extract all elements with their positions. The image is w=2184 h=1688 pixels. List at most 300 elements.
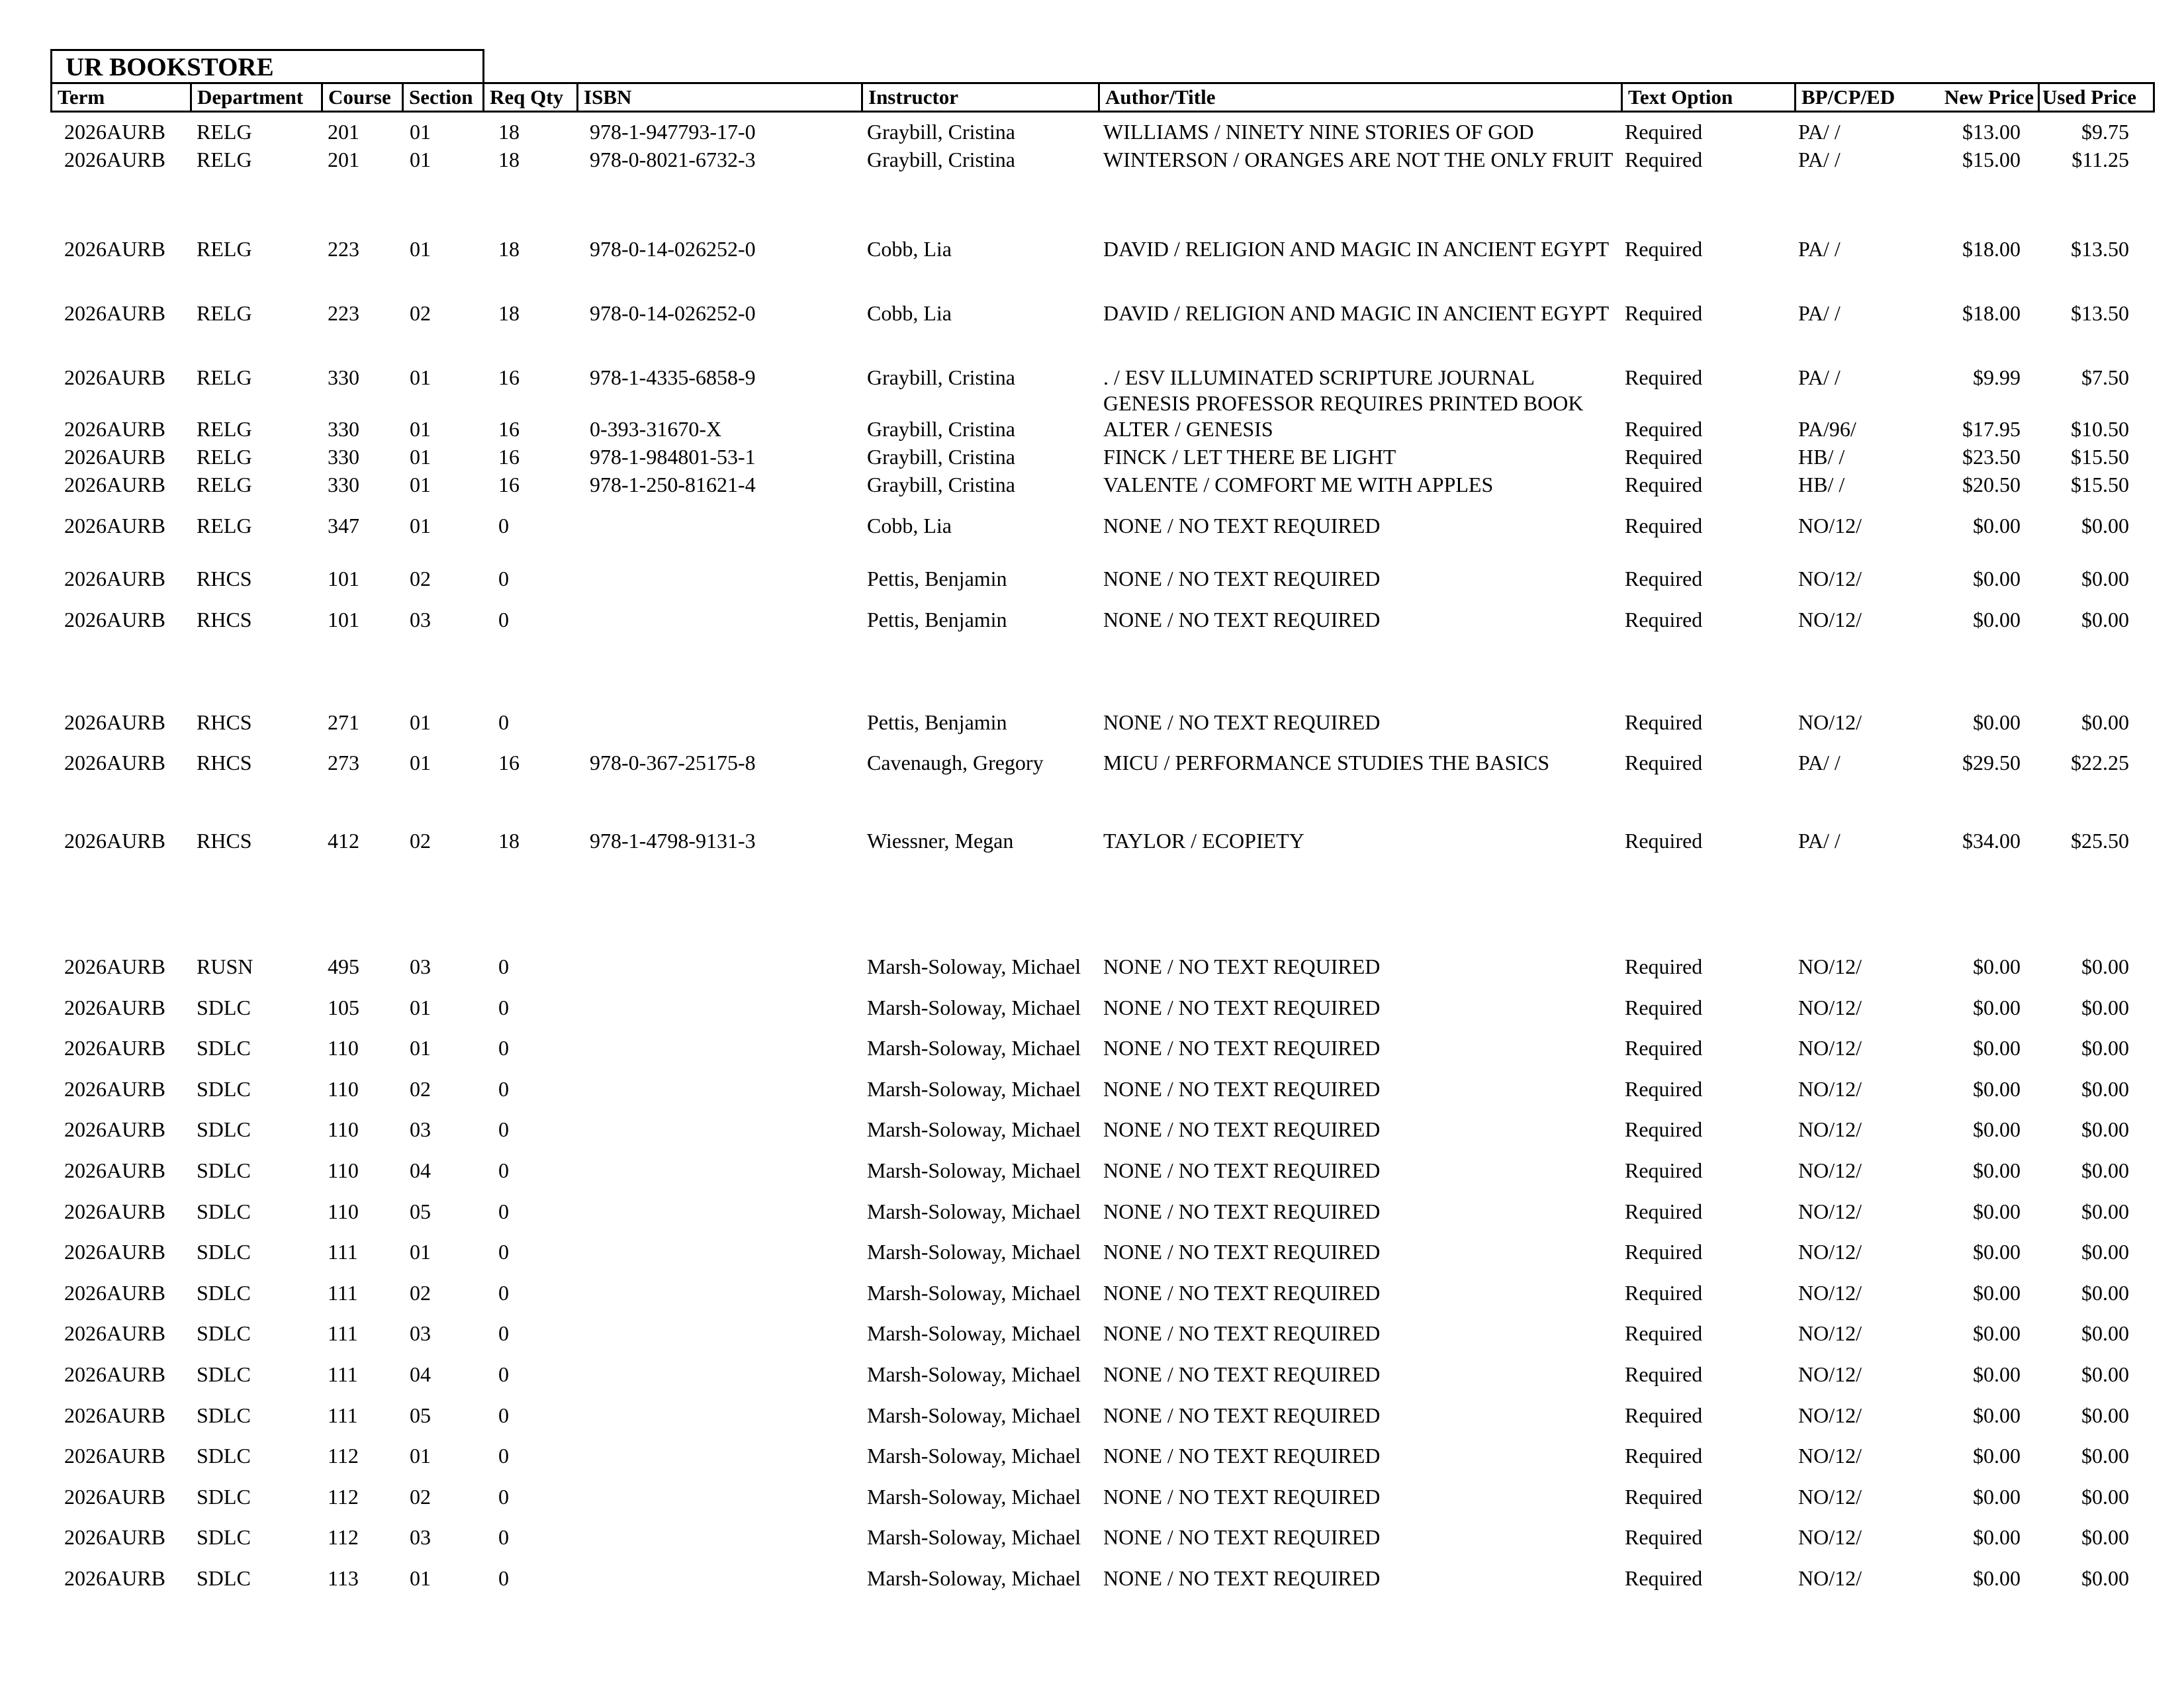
cell-instructor: Cobb, Lia: [867, 514, 952, 538]
cell-text-option: Required: [1625, 1281, 1703, 1305]
cell-section: 01: [410, 514, 431, 538]
cell-section: 03: [410, 1321, 431, 1345]
cell-req-qty: 0: [498, 608, 509, 632]
cell-author-title: DAVID / RELIGION AND MAGIC IN ANCIENT EGYPT: [1103, 237, 1610, 261]
cell-req-qty: 16: [498, 751, 520, 774]
cell-instructor: Pettis, Benjamin: [867, 567, 1007, 590]
cell-text-option: Required: [1625, 955, 1703, 978]
cell-author-title: NONE / NO TEXT REQUIRED: [1103, 1036, 1381, 1060]
cell-author-title: NONE / NO TEXT REQUIRED: [1103, 1485, 1381, 1509]
cell-department: SDLC: [197, 1362, 251, 1386]
cell-section: 01: [410, 365, 431, 389]
cell-section: 01: [410, 1036, 431, 1060]
cell-used-price: $0.00: [2081, 1362, 2129, 1386]
cell-section: 05: [410, 1403, 431, 1427]
cell-text-option: Required: [1625, 365, 1703, 389]
cell-author-title: MICU / PERFORMANCE STUDIES THE BASICS: [1103, 751, 1550, 774]
cell-new-price: $0.00: [1973, 514, 2021, 538]
cell-req-qty: 0: [498, 1240, 509, 1264]
cell-new-price: $20.50: [1962, 473, 2021, 496]
cell-author-title: . / ESV ILLUMINATED SCRIPTURE JOURNAL GENESIS PROFESSOR REQUIRES PRINTED BOOK: [1103, 365, 1584, 415]
cell-bp-cp-ed: NO/12/: [1798, 1362, 1862, 1386]
cell-instructor: Marsh-Soloway, Michael: [867, 1199, 1081, 1223]
cell-author-title: NONE / NO TEXT REQUIRED: [1103, 1077, 1381, 1101]
cell-new-price: $0.00: [1973, 955, 2021, 978]
cell-course: 201: [328, 120, 359, 144]
cell-department: SDLC: [197, 1485, 251, 1509]
cell-req-qty: 18: [498, 237, 520, 261]
cell-term: 2026AURB: [64, 608, 165, 632]
cell-instructor: Graybill, Cristina: [867, 445, 1015, 469]
cell-bp-cp-ed: PA/ /: [1798, 829, 1841, 853]
cell-section: 01: [410, 445, 431, 469]
cell-isbn: 978-0-8021-6732-3: [590, 148, 756, 171]
cell-term: 2026AURB: [64, 445, 165, 469]
cell-course: 111: [328, 1362, 358, 1386]
cell-new-price: $18.00: [1962, 237, 2021, 261]
cell-course: 110: [328, 1117, 359, 1141]
cell-bp-cp-ed: NO/12/: [1798, 1403, 1862, 1427]
cell-course: 330: [328, 445, 359, 469]
cell-used-price: $13.50: [2071, 237, 2129, 261]
cell-new-price: $0.00: [1973, 996, 2021, 1019]
cell-used-price: $25.50: [2071, 829, 2129, 853]
header-term: Term: [58, 85, 105, 109]
cell-term: 2026AURB: [64, 473, 165, 496]
cell-department: SDLC: [197, 1036, 251, 1060]
cell-req-qty: 16: [498, 473, 520, 496]
cell-bp-cp-ed: PA/96/: [1798, 417, 1856, 441]
cell-isbn: 978-0-14-026252-0: [590, 237, 756, 261]
cell-isbn: 978-0-367-25175-8: [590, 751, 756, 774]
cell-course: 201: [328, 148, 359, 171]
cell-instructor: Marsh-Soloway, Michael: [867, 955, 1081, 978]
cell-bp-cp-ed: NO/12/: [1798, 996, 1862, 1019]
header-isbn: ISBN: [576, 84, 861, 111]
cell-used-price: $0.00: [2081, 1403, 2129, 1427]
store-title: UR BOOKSTORE: [50, 49, 484, 82]
cell-req-qty: 18: [498, 301, 520, 325]
cell-author-title: WILLIAMS / NINETY NINE STORIES OF GOD: [1103, 120, 1534, 144]
cell-department: RELG: [197, 473, 252, 496]
cell-department: SDLC: [197, 1403, 251, 1427]
cell-department: SDLC: [197, 1077, 251, 1101]
cell-new-price: $23.50: [1962, 445, 2021, 469]
cell-author-title: VALENTE / COMFORT ME WITH APPLES: [1103, 473, 1494, 496]
cell-new-price: $13.00: [1962, 120, 2021, 144]
cell-instructor: Marsh-Soloway, Michael: [867, 1362, 1081, 1386]
cell-bp-cp-ed: NO/12/: [1798, 1240, 1862, 1264]
cell-isbn: 978-1-947793-17-0: [590, 120, 756, 144]
cell-term: 2026AURB: [64, 1199, 165, 1223]
cell-course: 110: [328, 1199, 359, 1223]
cell-department: RHCS: [197, 829, 252, 853]
cell-used-price: $0.00: [2081, 955, 2129, 978]
cell-instructor: Cobb, Lia: [867, 301, 952, 325]
header-department: Department: [190, 84, 321, 111]
cell-req-qty: 18: [498, 829, 520, 853]
cell-department: SDLC: [197, 1525, 251, 1549]
cell-instructor: Graybill, Cristina: [867, 417, 1015, 441]
cell-new-price: $0.00: [1973, 1077, 2021, 1101]
cell-req-qty: 0: [498, 514, 509, 538]
cell-section: 01: [410, 237, 431, 261]
cell-bp-cp-ed: NO/12/: [1798, 567, 1862, 590]
cell-new-price: $0.00: [1973, 1444, 2021, 1468]
cell-new-price: $15.00: [1962, 148, 2021, 171]
cell-instructor: Graybill, Cristina: [867, 148, 1015, 171]
cell-section: 03: [410, 608, 431, 632]
cell-section: 05: [410, 1199, 431, 1223]
cell-section: 04: [410, 1362, 431, 1386]
cell-bp-cp-ed: NO/12/: [1798, 514, 1862, 538]
cell-bp-cp-ed: NO/12/: [1798, 955, 1862, 978]
cell-department: RELG: [197, 417, 252, 441]
cell-new-price: $0.00: [1973, 1403, 2021, 1427]
cell-course: 273: [328, 751, 359, 774]
cell-instructor: Wiessner, Megan: [867, 829, 1014, 853]
cell-instructor: Pettis, Benjamin: [867, 608, 1007, 632]
cell-course: 113: [328, 1566, 359, 1590]
cell-text-option: Required: [1625, 608, 1703, 632]
cell-course: 495: [328, 955, 359, 978]
cell-term: 2026AURB: [64, 1158, 165, 1182]
cell-author-title: NONE / NO TEXT REQUIRED: [1103, 1158, 1381, 1182]
cell-req-qty: 0: [498, 1281, 509, 1305]
cell-instructor: Marsh-Soloway, Michael: [867, 996, 1081, 1019]
cell-course: 111: [328, 1403, 358, 1427]
cell-bp-cp-ed: PA/ /: [1798, 365, 1841, 389]
cell-new-price: $29.50: [1962, 751, 2021, 774]
cell-text-option: Required: [1625, 1444, 1703, 1468]
cell-used-price: $0.00: [2081, 567, 2129, 590]
cell-new-price: $0.00: [1973, 567, 2021, 590]
cell-new-price: $0.00: [1973, 1240, 2021, 1264]
cell-course: 105: [328, 996, 359, 1019]
cell-new-price: $0.00: [1973, 1525, 2021, 1549]
cell-req-qty: 0: [498, 1036, 509, 1060]
cell-section: 02: [410, 1281, 431, 1305]
cell-bp-cp-ed: NO/12/: [1798, 1566, 1862, 1590]
cell-used-price: $9.75: [2081, 120, 2129, 144]
cell-author-title: FINCK / LET THERE BE LIGHT: [1103, 445, 1396, 469]
cell-term: 2026AURB: [64, 514, 165, 538]
cell-used-price: $0.00: [2081, 1240, 2129, 1264]
cell-req-qty: 18: [498, 148, 520, 171]
cell-req-qty: 0: [498, 1485, 509, 1509]
cell-department: RELG: [197, 301, 252, 325]
cell-isbn: 978-1-250-81621-4: [590, 473, 756, 496]
cell-instructor: Graybill, Cristina: [867, 365, 1015, 389]
cell-course: 330: [328, 365, 359, 389]
cell-text-option: Required: [1625, 1199, 1703, 1223]
cell-req-qty: 0: [498, 1158, 509, 1182]
cell-new-price: $0.00: [1973, 1566, 2021, 1590]
cell-term: 2026AURB: [64, 417, 165, 441]
cell-author-title: DAVID / RELIGION AND MAGIC IN ANCIENT EGYPT: [1103, 301, 1610, 325]
cell-section: 01: [410, 148, 431, 171]
cell-course: 111: [328, 1240, 358, 1264]
cell-instructor: Marsh-Soloway, Michael: [867, 1240, 1081, 1264]
cell-used-price: $0.00: [2081, 1117, 2129, 1141]
cell-new-price: $0.00: [1973, 1321, 2021, 1345]
cell-term: 2026AURB: [64, 1240, 165, 1264]
cell-section: 01: [410, 1240, 431, 1264]
cell-new-price: $0.00: [1973, 1362, 2021, 1386]
cell-term: 2026AURB: [64, 1566, 165, 1590]
cell-author-title: NONE / NO TEXT REQUIRED: [1103, 955, 1381, 978]
cell-bp-cp-ed: NO/12/: [1798, 1199, 1862, 1223]
cell-department: SDLC: [197, 1281, 251, 1305]
cell-term: 2026AURB: [64, 955, 165, 978]
cell-used-price: $0.00: [2081, 1566, 2129, 1590]
cell-department: SDLC: [197, 1566, 251, 1590]
cell-req-qty: 0: [498, 1117, 509, 1141]
cell-text-option: Required: [1625, 514, 1703, 538]
cell-course: 111: [328, 1281, 358, 1305]
cell-used-price: $0.00: [2081, 1444, 2129, 1468]
cell-department: RHCS: [197, 567, 252, 590]
cell-term: 2026AURB: [64, 751, 165, 774]
cell-section: 01: [410, 473, 431, 496]
cell-new-price: $0.00: [1973, 1036, 2021, 1060]
cell-bp-cp-ed: NO/12/: [1798, 1077, 1862, 1101]
cell-req-qty: 0: [498, 710, 509, 734]
cell-department: RELG: [197, 514, 252, 538]
cell-author-title: NONE / NO TEXT REQUIRED: [1103, 608, 1381, 632]
cell-section: 03: [410, 1525, 431, 1549]
cell-course: 112: [328, 1485, 359, 1509]
cell-req-qty: 0: [498, 1566, 509, 1590]
cell-new-price: $0.00: [1973, 1117, 2021, 1141]
cell-text-option: Required: [1625, 237, 1703, 261]
cell-course: 112: [328, 1444, 359, 1468]
cell-course: 101: [328, 567, 359, 590]
cell-text-option: Required: [1625, 1566, 1703, 1590]
cell-department: RELG: [197, 120, 252, 144]
cell-bp-cp-ed: PA/ /: [1798, 301, 1841, 325]
cell-text-option: Required: [1625, 148, 1703, 171]
cell-req-qty: 16: [498, 365, 520, 389]
cell-course: 330: [328, 417, 359, 441]
cell-term: 2026AURB: [64, 1525, 165, 1549]
cell-used-price: $0.00: [2081, 1321, 2129, 1345]
header-req-qty: Req Qty: [482, 84, 576, 111]
cell-used-price: $0.00: [2081, 1485, 2129, 1509]
cell-isbn: 978-1-4798-9131-3: [590, 829, 756, 853]
cell-bp-cp-ed: NO/12/: [1798, 1158, 1862, 1182]
cell-bp-cp-ed: HB/ /: [1798, 445, 1845, 469]
cell-section: 02: [410, 1077, 431, 1101]
cell-course: 110: [328, 1158, 359, 1182]
cell-instructor: Graybill, Cristina: [867, 120, 1015, 144]
cell-bp-cp-ed: PA/ /: [1798, 237, 1841, 261]
cell-req-qty: 0: [498, 1199, 509, 1223]
cell-term: 2026AURB: [64, 1485, 165, 1509]
cell-instructor: Graybill, Cristina: [867, 473, 1015, 496]
cell-req-qty: 0: [498, 955, 509, 978]
cell-term: 2026AURB: [64, 1077, 165, 1101]
cell-author-title: NONE / NO TEXT REQUIRED: [1103, 710, 1381, 734]
cell-used-price: $0.00: [2081, 1036, 2129, 1060]
cell-instructor: Marsh-Soloway, Michael: [867, 1403, 1081, 1427]
cell-author-title: NONE / NO TEXT REQUIRED: [1103, 1240, 1381, 1264]
cell-department: RHCS: [197, 710, 252, 734]
cell-section: 02: [410, 1485, 431, 1509]
cell-department: RUSN: [197, 955, 253, 978]
cell-term: 2026AURB: [64, 1321, 165, 1345]
cell-author-title: NONE / NO TEXT REQUIRED: [1103, 1117, 1381, 1141]
header-author-title: Author/Title: [1098, 84, 1621, 111]
header-section: Section: [402, 84, 482, 111]
cell-text-option: Required: [1625, 1525, 1703, 1549]
cell-term: 2026AURB: [64, 365, 165, 389]
cell-course: 347: [328, 514, 359, 538]
cell-term: 2026AURB: [64, 1281, 165, 1305]
cell-req-qty: 16: [498, 445, 520, 469]
cell-text-option: Required: [1625, 567, 1703, 590]
cell-section: 04: [410, 1158, 431, 1182]
cell-used-price: $7.50: [2081, 365, 2129, 389]
cell-author-title: NONE / NO TEXT REQUIRED: [1103, 1444, 1381, 1468]
cell-course: 110: [328, 1036, 359, 1060]
cell-isbn: 978-1-984801-53-1: [590, 445, 756, 469]
cell-section: 01: [410, 417, 431, 441]
cell-author-title: NONE / NO TEXT REQUIRED: [1103, 996, 1381, 1019]
cell-isbn: 0-393-31670-X: [590, 417, 722, 441]
cell-department: SDLC: [197, 996, 251, 1019]
cell-bp-cp-ed: NO/12/: [1798, 1444, 1862, 1468]
cell-department: SDLC: [197, 1199, 251, 1223]
cell-department: SDLC: [197, 1240, 251, 1264]
cell-section: 02: [410, 567, 431, 590]
cell-instructor: Marsh-Soloway, Michael: [867, 1281, 1081, 1305]
cell-used-price: $0.00: [2081, 1199, 2129, 1223]
cell-section: 02: [410, 829, 431, 853]
cell-text-option: Required: [1625, 473, 1703, 496]
cell-author-title: NONE / NO TEXT REQUIRED: [1103, 1321, 1381, 1345]
cell-new-price: $0.00: [1973, 1281, 2021, 1305]
cell-section: 01: [410, 1444, 431, 1468]
cell-text-option: Required: [1625, 1362, 1703, 1386]
cell-bp-cp-ed: NO/12/: [1798, 1281, 1862, 1305]
cell-bp-cp-ed: NO/12/: [1798, 1485, 1862, 1509]
cell-req-qty: 0: [498, 1403, 509, 1427]
cell-section: 03: [410, 955, 431, 978]
cell-text-option: Required: [1625, 1158, 1703, 1182]
cell-used-price: $0.00: [2081, 1525, 2129, 1549]
cell-department: SDLC: [197, 1321, 251, 1345]
cell-department: SDLC: [197, 1158, 251, 1182]
cell-new-price: $18.00: [1962, 301, 2021, 325]
cell-course: 330: [328, 473, 359, 496]
cell-department: RHCS: [197, 608, 252, 632]
cell-author-title: NONE / NO TEXT REQUIRED: [1103, 567, 1381, 590]
cell-new-price: $17.95: [1962, 417, 2021, 441]
header-bp-cp-ed: BP/CP/ED: [1794, 84, 1919, 111]
cell-bp-cp-ed: NO/12/: [1798, 608, 1862, 632]
cell-course: 101: [328, 608, 359, 632]
cell-req-qty: 18: [498, 120, 520, 144]
cell-author-title: WINTERSON / ORANGES ARE NOT THE ONLY FRUIT: [1103, 148, 1614, 171]
cell-text-option: Required: [1625, 1403, 1703, 1427]
cell-req-qty: 0: [498, 1321, 509, 1345]
header-instructor: Instructor: [861, 84, 1098, 111]
cell-text-option: Required: [1625, 120, 1703, 144]
cell-section: 01: [410, 751, 431, 774]
cell-instructor: Marsh-Soloway, Michael: [867, 1117, 1081, 1141]
cell-course: 223: [328, 237, 359, 261]
cell-course: 412: [328, 829, 359, 853]
cell-req-qty: 0: [498, 1525, 509, 1549]
cell-term: 2026AURB: [64, 829, 165, 853]
cell-department: SDLC: [197, 1444, 251, 1468]
cell-text-option: Required: [1625, 417, 1703, 441]
cell-department: SDLC: [197, 1117, 251, 1141]
cell-author-title: TAYLOR / ECOPIETY: [1103, 829, 1304, 853]
cell-used-price: $13.50: [2071, 301, 2129, 325]
cell-bp-cp-ed: PA/ /: [1798, 148, 1841, 171]
cell-text-option: Required: [1625, 1485, 1703, 1509]
cell-text-option: Required: [1625, 1036, 1703, 1060]
cell-term: 2026AURB: [64, 237, 165, 261]
cell-instructor: Marsh-Soloway, Michael: [867, 1036, 1081, 1060]
cell-instructor: Marsh-Soloway, Michael: [867, 1321, 1081, 1345]
cell-req-qty: 0: [498, 996, 509, 1019]
cell-req-qty: 16: [498, 417, 520, 441]
cell-instructor: Marsh-Soloway, Michael: [867, 1077, 1081, 1101]
cell-author-title: NONE / NO TEXT REQUIRED: [1103, 1281, 1381, 1305]
cell-author-title: NONE / NO TEXT REQUIRED: [1103, 1362, 1381, 1386]
cell-req-qty: 0: [498, 567, 509, 590]
cell-department: RHCS: [197, 751, 252, 774]
cell-new-price: $0.00: [1973, 1485, 2021, 1509]
cell-course: 111: [328, 1321, 358, 1345]
cell-author-title: NONE / NO TEXT REQUIRED: [1103, 514, 1381, 538]
cell-isbn: 978-1-4335-6858-9: [590, 365, 756, 389]
cell-used-price: $22.25: [2071, 751, 2129, 774]
cell-used-price: $0.00: [2081, 996, 2129, 1019]
cell-text-option: Required: [1625, 710, 1703, 734]
cell-department: RELG: [197, 445, 252, 469]
cell-instructor: Cavenaugh, Gregory: [867, 751, 1044, 774]
cell-term: 2026AURB: [64, 710, 165, 734]
cell-used-price: $10.50: [2071, 417, 2129, 441]
cell-author-title: NONE / NO TEXT REQUIRED: [1103, 1199, 1381, 1223]
cell-author-title: ALTER / GENESIS: [1103, 417, 1273, 441]
cell-new-price: $9.99: [1973, 365, 2021, 389]
cell-section: 02: [410, 301, 431, 325]
cell-term: 2026AURB: [64, 1036, 165, 1060]
cell-used-price: $11.25: [2071, 148, 2129, 171]
cell-text-option: Required: [1625, 445, 1703, 469]
cell-term: 2026AURB: [64, 996, 165, 1019]
cell-bp-cp-ed: NO/12/: [1798, 1525, 1862, 1549]
cell-department: RELG: [197, 148, 252, 171]
header-course: Course: [321, 84, 402, 111]
cell-new-price: $0.00: [1973, 710, 2021, 734]
cell-text-option: Required: [1625, 301, 1703, 325]
cell-term: 2026AURB: [64, 120, 165, 144]
cell-term: 2026AURB: [64, 567, 165, 590]
cell-bp-cp-ed: NO/12/: [1798, 710, 1862, 734]
cell-new-price: $0.00: [1973, 1158, 2021, 1182]
cell-new-price: $0.00: [1973, 608, 2021, 632]
cell-used-price: $15.50: [2071, 473, 2129, 496]
cell-author-title: NONE / NO TEXT REQUIRED: [1103, 1403, 1381, 1427]
cell-text-option: Required: [1625, 1321, 1703, 1345]
cell-req-qty: 0: [498, 1362, 509, 1386]
